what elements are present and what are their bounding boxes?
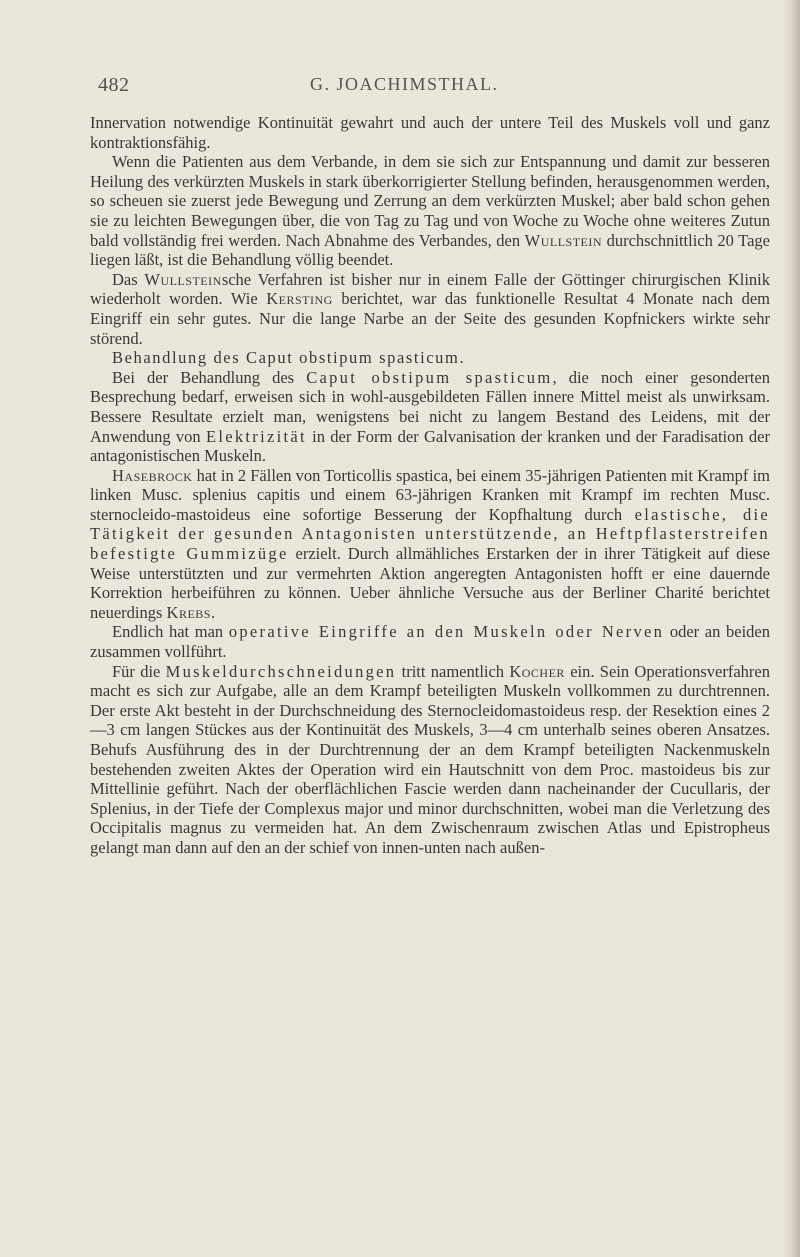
text-run: oder an beiden zusammen vollführt. (90, 622, 771, 662)
text-run: sche Verfahren ist bisher nur in einem Falle der Göttinger chirurgischen Klinik wiederholt worden. Wie (90, 269, 770, 309)
author-name: Wullstein (144, 269, 222, 289)
spaced-emphasis: Muskeldurchschneidungen (165, 661, 397, 681)
paragraph-5 (90, 466, 770, 623)
body-text (90, 113, 770, 858)
author-name: Wullstein (524, 230, 603, 250)
author-name: Hasebrock (112, 465, 193, 485)
text-run: Endlich hat man (112, 622, 229, 642)
page-edge (782, 0, 800, 1257)
text-run: tritt namentlich (396, 661, 510, 681)
text-run: Für die (112, 661, 166, 681)
author-name: Kersting (266, 289, 333, 309)
author-name: Kocher (509, 661, 565, 681)
spaced-emphasis: Caput obstipum spasticum (306, 367, 553, 387)
page-header (0, 70, 800, 100)
text-run: . (210, 602, 216, 622)
running-head: G. JOACHIMSTHAL. (310, 74, 499, 94)
paragraph-2 (90, 152, 770, 270)
section-heading: Behandlung des Caput obstipum spasticum. (112, 348, 466, 368)
text-run: ein. Sein Operationsverfahren macht es sich zur Aufgabe, alle an dem Krampf beteiligten Muskeln vollkommen zu durchtrennen. Der erste Akt besteht in der Durchschneidung des Sternocleidomastoideus resp. der Resektion eines 2—3 cm langen Stückes aus der Kontinuität des Muskels, 3—4 cm unterhalb seines oberen Ansatzes. Behufs Ausführung des in der Durchtrennung der an dem Krampf beteiligten Nackenmuskeln bestehenden zweiten Aktes der Operation wird ein Hautschnitt von dem Proc. mastoideus bis zur Mittellinie geführt. Nach der oberflächlichen Fascie werden dann nacheinander der Cucullaris, der Splenius, in der Tiefe der Complexus major und minor durchschnitten, wobei man die Verletzung des Occipitalis magnus zu vermeiden hat. An dem Zwischenraum zwischen Atlas und Epistropheus gelangt man dann auf den an der schief von innen-unten nach außen- (90, 661, 770, 857)
author-name: Krebs (166, 602, 211, 622)
text-run: Bei der Behandlung des (112, 367, 307, 387)
text-run: , die noch einer gesonderten Besprechung bedarf, erweisen sich in wohl-ausgebildeten Fällen innere Mittel meist als unwirksam. Bessere Resultate erzielt man, wenigstens bei nicht zu langem Bestand des Leidens, mit der Anwendung von (90, 367, 770, 446)
page-number: 482 (98, 74, 130, 96)
text-run: in der Form der Galvanisation der kranken und der Faradisation der antagonistischen Muskeln. (90, 426, 770, 466)
text-run: berichtet, war das funktionelle Resultat 4 Monate nach dem Eingriff ein sehr gutes. Nur die lange Narbe an der Seite des gesunden Kopfnickers wirkte sehr störend. (90, 289, 770, 348)
text-run: durchschnittlich 20 Tage liegen läßt, ist die Behandlung völlig beendet. (90, 230, 770, 270)
spaced-emphasis: elastische, die Tätigkeit der gesunden Antagonisten unterstützende, an Heftpflasterstreifen befestigte Gummizüge (90, 504, 771, 564)
paragraph-4 (90, 368, 770, 466)
paragraph-1 (90, 113, 770, 152)
paragraph-7 (90, 662, 770, 858)
text-run: hat in 2 Fällen von Torticollis spastica, bei einem 35-jährigen Patienten mit Krampf im linken Musc. splenius capitis und einem 63-jährigen Kranken mit Krampf im rechten Musc. sternocleido-mastoideus eine sofortige Besserung der Kopfhaltung durch (90, 465, 770, 524)
spaced-emphasis: operative Eingriffe an den Muskeln oder Nerven (228, 622, 665, 642)
paragraph-3 (90, 270, 770, 348)
text-run: Das (112, 269, 145, 289)
text-run: Innervation notwendige Kontinuität gewahrt und auch der untere Teil des Muskels voll und ganz kontraktionsfähig. (90, 113, 770, 152)
spaced-emphasis: Elektrizität (205, 426, 307, 446)
text-run: Wenn die Patienten aus dem Verbande, in dem sie sich zur Entspannung und damit zur besseren Heilung des verkürzten Muskels in stark überkorrigierter Stellung befinden, herausgenommen werden, so scheuen sie zuerst jede Bewegung und Zerrung an dem verkürzten Muskel; aber bald schon gehen sie zu leichten Bewegungen über, die von Tag zu Tag und von Woche zu Woche ohne weiteres Zutun bald vollständig frei werden. Nach Abnahme des Verbandes, den (90, 152, 770, 250)
paragraph-6 (90, 622, 770, 661)
text-run: erzielt. Durch allmähliches Erstarken der in ihrer Tätigkeit auf diese Weise unterstützten und zur vermehrten Aktion angeregten Antagonisten hofft er eine dauernde Korrektion herbeiführen zu können. Ueber ähnliche Versuche aus der Berliner Charité berichtet neuerdings (90, 544, 770, 622)
